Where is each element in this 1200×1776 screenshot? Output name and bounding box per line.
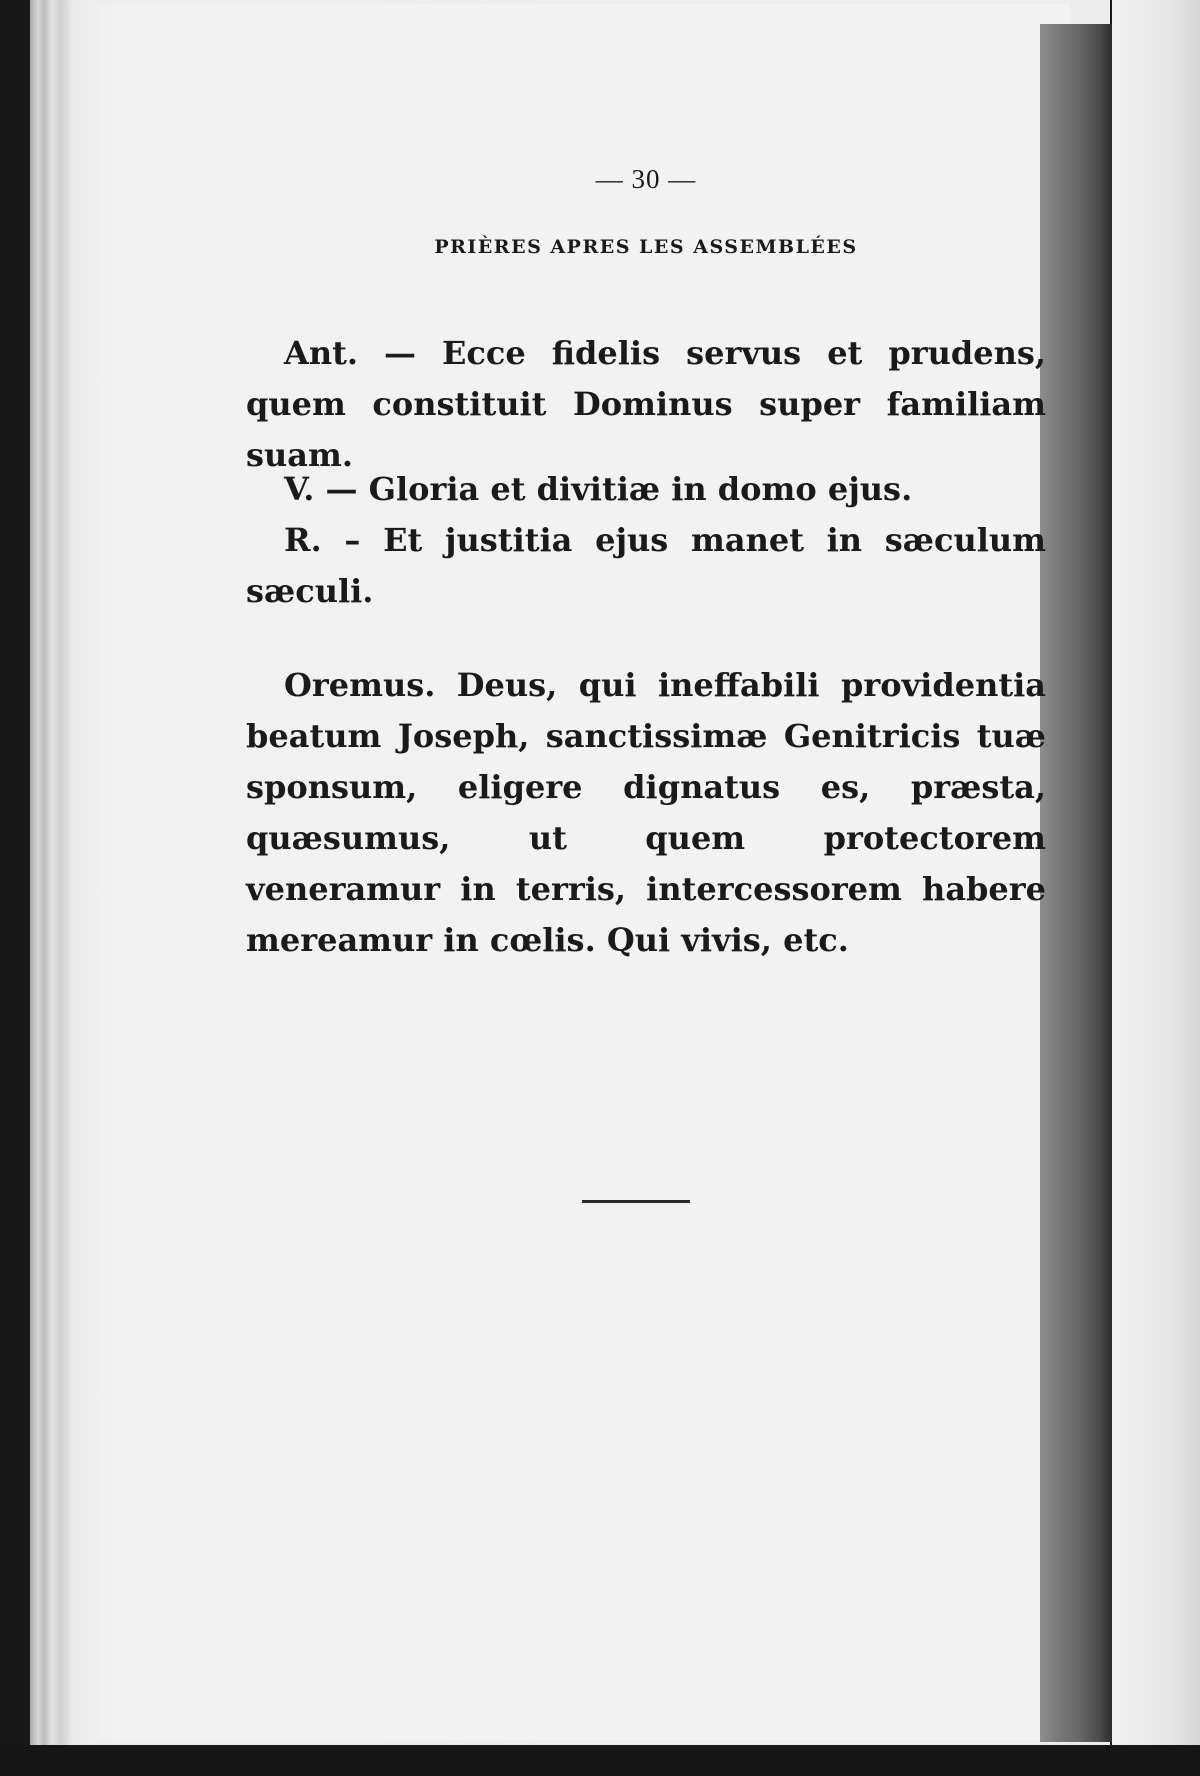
oremus-prayer-paragraph: Oremus. Deus, qui ineffabili providentia beatum Joseph, sanctissimæ Genitricis tuæ sponsum, eligere dignatus es, præsta, quæsumus, ut quem protectorem veneramur in terris, intercessorem habere mereamur in cœlis. Qui vivis, etc. [246,666,1046,959]
closing-rule [582,1200,690,1203]
versicle-line: V. — Gloria et divitiæ in domo ejus. [284,470,913,508]
page-number: — 30 — [595,164,697,194]
response-paragraph: R. – Et justitia ejus manet in sæculum sæculi. [246,521,1046,610]
scan-left-border [0,0,30,1776]
facing-page-edge [1112,0,1200,1776]
scan-bottom-border [0,1745,1200,1776]
running-head: PRIÈRES APRES LES ASSEMBLÉES [434,236,858,258]
page-gutter-shadow [1040,24,1112,1742]
antiphon-paragraph: Ant. — Ecce fidelis servus et prudens, quem constituit Dominus super familiam suam. [246,334,1046,474]
